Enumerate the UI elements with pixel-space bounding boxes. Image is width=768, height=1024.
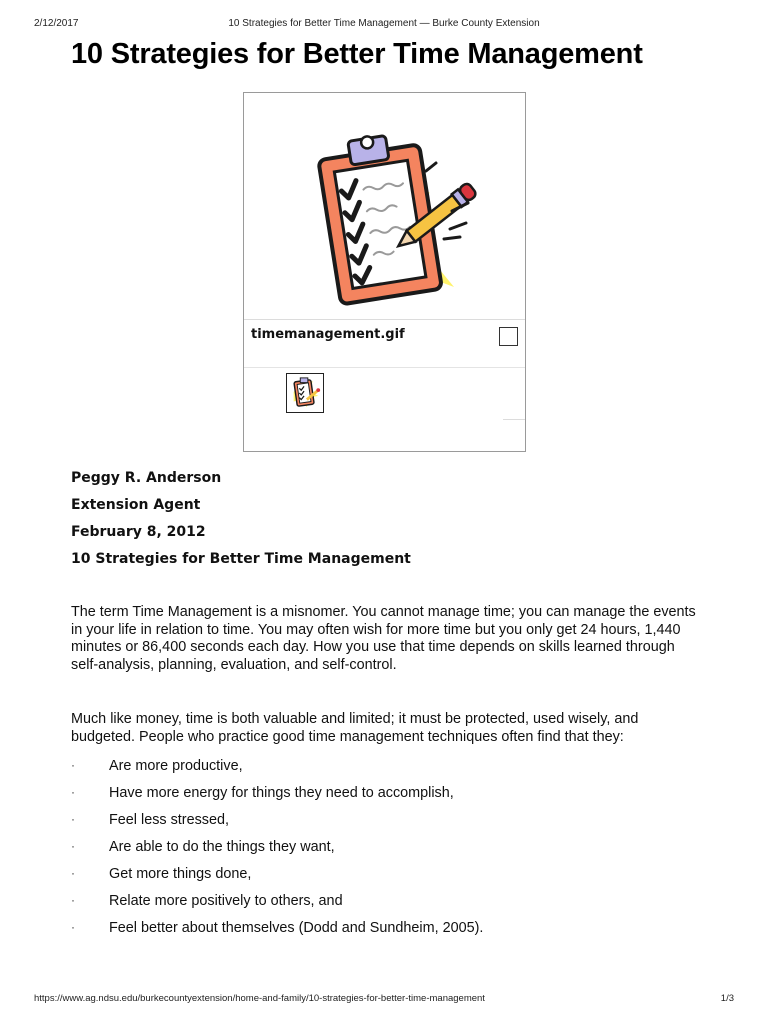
list-item-text: Get more things done, xyxy=(109,866,252,882)
article-meta xyxy=(71,469,411,577)
source-url: https://www.ag.ndsu.edu/burkecountyextension/home-and-family/10-strategies-for-better-time-management xyxy=(34,993,485,1004)
list-item-text: Relate more positively to others, and xyxy=(109,893,343,909)
publish-date: February 8, 2012 xyxy=(71,524,206,540)
bullet-icon: · xyxy=(71,866,75,880)
print-date: 2/12/2017 xyxy=(34,18,79,29)
list-item-text: Are able to do the things they want, xyxy=(109,839,335,855)
article-title: 10 Strategies for Better Time Management xyxy=(71,551,411,567)
page-title: 10 Strategies for Better Time Management xyxy=(71,38,643,70)
author-role: Extension Agent xyxy=(71,497,201,513)
print-header xyxy=(34,18,734,32)
attachment-thumbnail[interactable] xyxy=(286,373,324,413)
bullet-icon: · xyxy=(71,893,75,907)
body-paragraph: Much like money, time is both valuable and limited; it must be protected, used wisely, and budgeted. People who practice good time management techniques often find that they: xyxy=(71,711,639,745)
author-name: Peggy R. Anderson xyxy=(71,470,222,486)
clipboard-checklist-illustration-icon xyxy=(284,107,489,307)
print-footer xyxy=(34,993,734,1007)
bullet-icon: · xyxy=(71,812,75,826)
list-item-text: Have more energy for things they need to accomplish, xyxy=(109,785,454,801)
list-item-text: Feel better about themselves (Dodd and Sundheim, 2005). xyxy=(109,920,484,936)
card-divider xyxy=(244,319,525,320)
page-number: 1/3 xyxy=(720,993,734,1004)
clipboard-thumbnail-icon xyxy=(288,375,322,411)
card-divider xyxy=(503,419,525,420)
attachment-filename: timemanagement.gif xyxy=(251,327,405,342)
bullet-icon: · xyxy=(71,785,75,799)
card-divider xyxy=(244,367,525,368)
print-doc-title: 10 Strategies for Better Time Management — Burke County Extension xyxy=(228,18,540,29)
image-attachment-card xyxy=(243,92,526,452)
list-item-text: Are more productive, xyxy=(109,758,243,774)
list-item-text: Feel less stressed, xyxy=(109,812,229,828)
bullet-icon: · xyxy=(71,920,75,934)
attachment-select-checkbox[interactable] xyxy=(499,327,518,346)
bullet-icon: · xyxy=(71,758,75,772)
bullet-icon: · xyxy=(71,839,75,853)
body-paragraph: The term Time Management is a misnomer. You cannot manage time; you can manage the events in your life in relation to time. You may often wish for more time but you only get 24 hours, 1,440 minutes or 86,400 seconds each day. How you use that time depends on skills learned through self-analysis, planning, evaluation, and self-control. xyxy=(71,604,696,673)
